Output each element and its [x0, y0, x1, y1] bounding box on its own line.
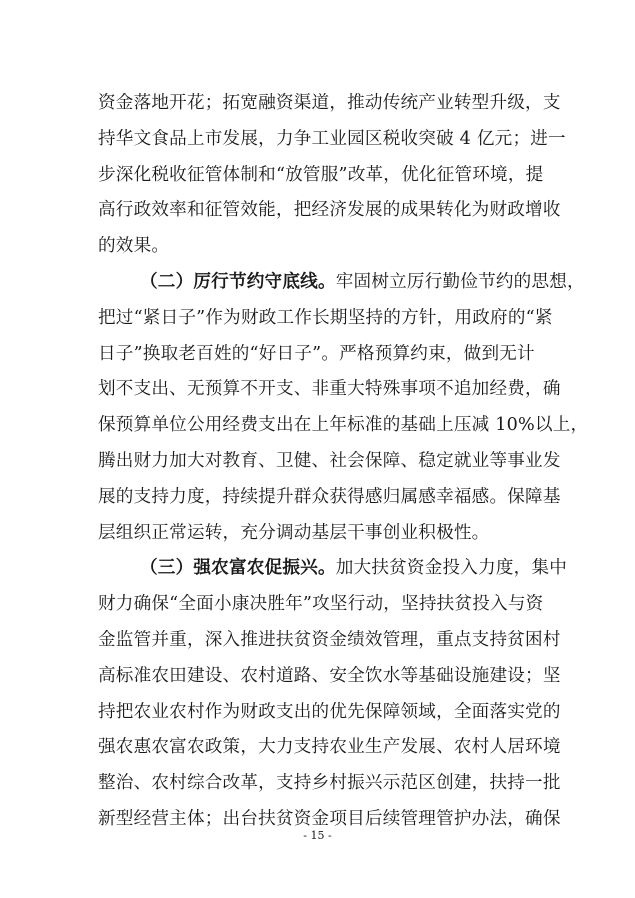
text-line: 层组织正常运转，充分调动基层干事创业积极性。 [98, 523, 490, 543]
section-2-heading-line [140, 271, 585, 293]
text-line: 高标准农田建设、农村道路、安全饮水等基础设施建设；坚 [98, 666, 561, 686]
text-line: 财力确保“全面小康决胜年”攻坚行动，坚持扶贫投入与资 [98, 594, 544, 614]
text-line: 把过“紧日子”作为财政工作长期坚持的方针，用政府的“紧 [98, 308, 553, 328]
text-line: 展的支持力度，持续提升群众获得感归属感幸福感。保障基 [98, 487, 561, 507]
section-3-heading: （三）强农富农促振兴。 [140, 557, 336, 578]
text-line: 步深化税收征管体制和“放管服”改革，优化征管环境，提 [98, 165, 544, 185]
text-line: 整治、农村综合改革，支持乡村振兴示范区创建，扶持一批 [98, 773, 561, 793]
text-line: 日子”换取老百姓的“好日子”。严格预算约束，做到无计 [98, 344, 535, 364]
section-3-lead-text: 加大扶贫资金投入力度，集中 [335, 558, 568, 578]
text-line: 持华文食品上市发展，力争工业园区税收突破 4 亿元；进一 [98, 129, 566, 149]
text-line: 持把农业农村作为财政支出的优先保障领域，全面落实党的 [98, 702, 561, 722]
section-2-heading: （二）厉行节约守底线。 [140, 271, 336, 292]
section-3-heading-line [140, 557, 568, 579]
text-line: 金监管并重，深入推进扶贫资金绩效管理，重点支持贫困村 [98, 630, 561, 650]
text-line: 高行政效率和征管效能，把经济发展的成果转化为财政增收 [98, 200, 561, 220]
text-line: 新型经营主体；出台扶贫资金项目后续管理管护办法，确保 [98, 809, 561, 829]
text-line: 的效果。 [98, 236, 170, 256]
text-line: 划不支出、无预算不开支、非重大特殊事项不追加经费，确 [98, 379, 561, 399]
page-number: - 15 - [303, 829, 332, 842]
text-line: 腾出财力加大对教育、卫健、社会保障、稳定就业等事业发 [98, 451, 561, 471]
text-line: 保预算单位公用经费支出在上年标准的基础上压减 10%以上， [98, 415, 589, 435]
text-line: 资金落地开花；拓宽融资渠道，推动传统产业转型升级，支 [98, 93, 561, 113]
section-2-lead-text: 牢固树立厉行勤俭节约的思想， [335, 272, 585, 292]
text-line: 强农惠农富农政策，大力支持农业生产发展、农村人居环境 [98, 737, 561, 757]
